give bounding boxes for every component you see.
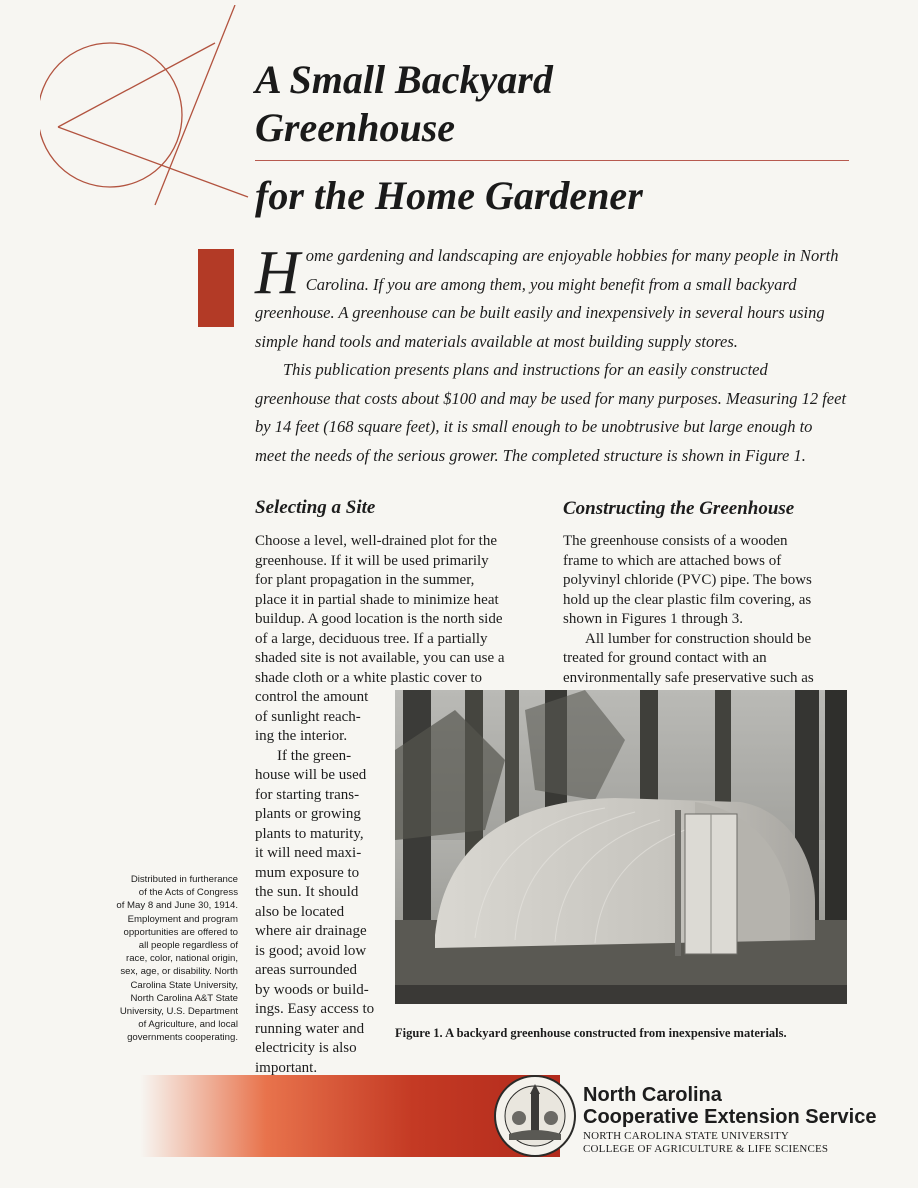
- text-line: for plant propagation in the summer,: [255, 572, 475, 588]
- text-line: mum exposure to: [255, 864, 360, 881]
- text-line: greenhouse. If it will be used primarily: [255, 552, 489, 569]
- greenhouse-photo: [395, 690, 847, 1004]
- text-line: control the amount: [255, 689, 369, 705]
- text-line: shade cloth or a white plastic cover to: [255, 669, 483, 686]
- text-line: where air drainage: [255, 923, 367, 939]
- construct-text: [563, 532, 853, 688]
- notice-line: of Agriculture, and local: [138, 1019, 238, 1031]
- org-line-1: North Carolina: [583, 1084, 722, 1106]
- text-line: for starting trans-: [255, 786, 360, 803]
- section-heading-construct: Constructing the Greenhouse: [563, 498, 795, 519]
- title-line-1: A Small Backyard: [255, 57, 553, 102]
- text-line: also be located: [255, 903, 345, 920]
- title-line-2: Greenhouse: [255, 105, 456, 150]
- notice-line: governments cooperating.: [127, 1032, 238, 1044]
- notice-line: sex, age, or disability. North: [120, 966, 238, 978]
- notice-line: of May 8 and June 30, 1914.: [116, 900, 238, 912]
- text-line: treated for ground contact with an: [563, 650, 767, 666]
- text-line: ings. Easy access to: [255, 1001, 375, 1017]
- notice-line: Employment and program: [127, 913, 238, 925]
- text-line: All lumber for construction should be: [585, 630, 812, 647]
- text-line: Choose a level, well-drained plot for the: [255, 533, 498, 549]
- text-line: ing the interior.: [255, 728, 348, 744]
- notice-line: North Carolina A&T State: [130, 992, 238, 1004]
- text-line: environmentally safe preservative such as: [563, 669, 814, 686]
- figure-caption: Figure 1. A backyard greenhouse constructed from inexpensive materials.: [395, 1026, 787, 1040]
- text-line: of sunlight reach-: [255, 708, 361, 725]
- text-line: hold up the clear plastic film covering, as: [563, 591, 812, 608]
- notice-line: race, color, national origin,: [126, 953, 238, 965]
- notice-line: opportunities are offered to: [123, 926, 238, 938]
- text-line: shown in Figures 1 through 3.: [563, 611, 743, 627]
- text-line: it will need maxi-: [255, 845, 362, 861]
- text-line: areas surrounded: [255, 962, 358, 978]
- text-line: is good; avoid low: [255, 942, 367, 959]
- text-line: frame to which are attached bows of: [563, 552, 782, 569]
- text-line: The greenhouse consists of a wooden: [563, 533, 788, 549]
- affiliation-line-2: COLLEGE OF AGRICULTURE & LIFE SCIENCES: [583, 1143, 829, 1155]
- text-line: polyvinyl chloride (PVC) pipe. The bows: [563, 572, 812, 588]
- page-subtitle: for the Home Gardener: [255, 173, 643, 218]
- university-seal-icon: [493, 1074, 577, 1158]
- text-line: house will be used: [255, 767, 367, 783]
- page-title: [255, 56, 553, 152]
- distribution-notice: [96, 873, 238, 1045]
- construct-paragraph-2: [563, 630, 853, 689]
- text-line: important.: [255, 1059, 318, 1076]
- accent-block: [198, 249, 234, 327]
- text-line: plants or growing: [255, 806, 361, 822]
- notice-line: Distributed in furtherance: [130, 874, 238, 885]
- text-line: shaded site is not available, you can use a: [255, 650, 505, 666]
- text-line: electricity is also: [255, 1040, 357, 1056]
- text-line: buildup. A good location is the north side: [255, 611, 503, 627]
- intro-paragraph-2: This publication presents plans and instructions for an easily constructed greenhouse that costs about $100 and may be used for many purposes. Measuring 12 feet by 14 feet (168 square feet), it is small enough to be unobtrusive but large enough to meet the needs of the serious grower. The completed structure is shown in Figure 1.: [255, 360, 847, 465]
- notice-line: of the Acts of Congress: [138, 887, 238, 899]
- text-line: running water and: [255, 1020, 365, 1037]
- notice-line: all people regardless of: [138, 940, 238, 952]
- notice-line: Carolina State University,: [130, 979, 238, 991]
- org-line-2: Cooperative Extension Service: [583, 1106, 877, 1128]
- text-line: by woods or build-: [255, 981, 369, 998]
- intro-text: [255, 239, 847, 470]
- affiliation-line-1: NORTH CAROLINA STATE UNIVERSITY: [583, 1130, 790, 1142]
- organization-affiliation: [583, 1130, 828, 1156]
- drop-cap: H: [255, 239, 300, 307]
- text-line: place it in partial shade to minimize heat: [255, 591, 499, 608]
- decorative-line-art: [40, 5, 250, 210]
- organization-name: [583, 1084, 876, 1128]
- text-line: If the green-: [277, 747, 352, 764]
- text-line: of a large, deciduous tree. If a partially: [255, 630, 488, 647]
- notice-line: University, U.S. Department: [119, 1006, 238, 1018]
- title-rule: [255, 160, 849, 161]
- construct-paragraph-1: [563, 532, 853, 630]
- intro-paragraph-1: Home gardening and landscaping are enjoyable hobbies for many people in North Carolina. If you are among them, you might benefit from a small backyard greenhouse. A greenhouse can be built easily and inexpensively in several hours using simple hand tools and materials available at most building supply stores.: [255, 239, 839, 351]
- section-heading-site: Selecting a Site: [255, 497, 376, 518]
- text-line: plants to maturity,: [255, 825, 364, 842]
- text-line: the sun. It should: [255, 884, 359, 900]
